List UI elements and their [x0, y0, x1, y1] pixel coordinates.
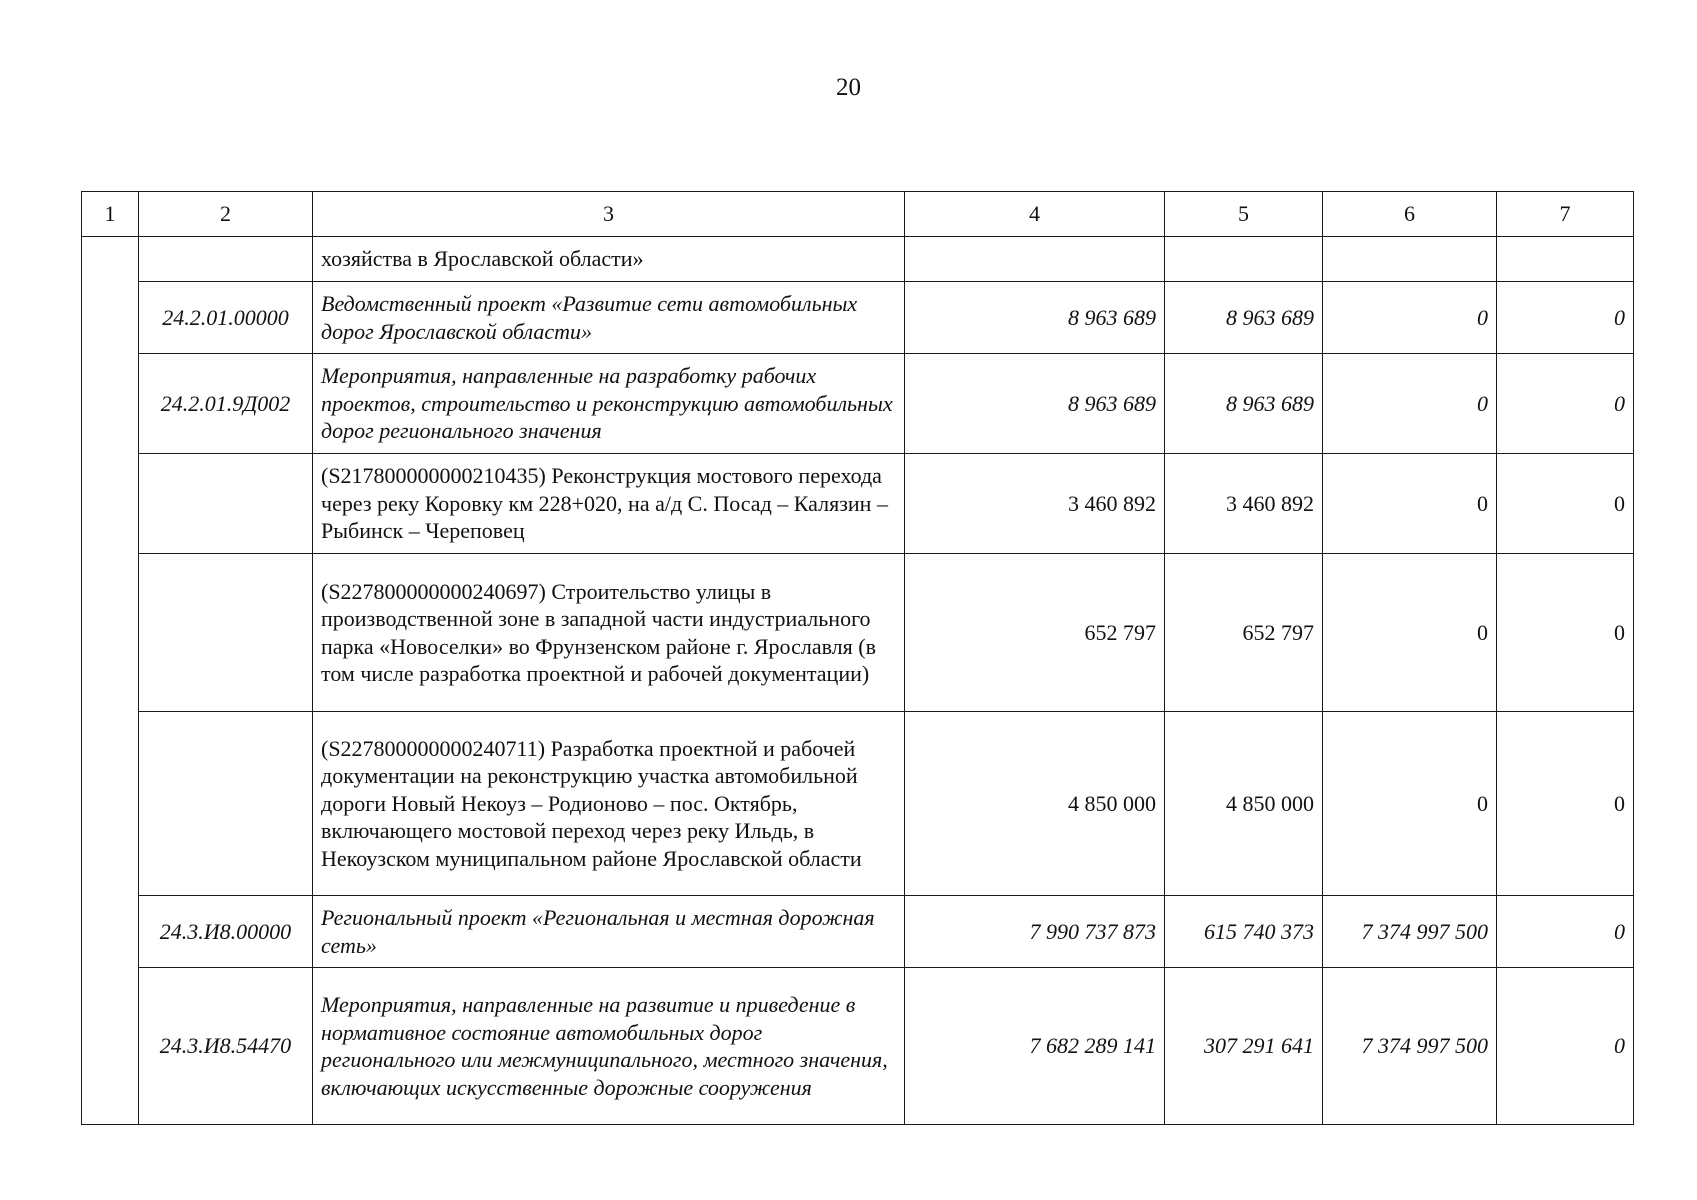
table-row [82, 968, 1634, 1125]
table-row [82, 554, 1634, 712]
row-value-col4: 8 963 689 [905, 282, 1165, 354]
row-value-col5: 8 963 689 [1165, 354, 1323, 454]
row-value-col6: 7 374 997 500 [1323, 896, 1497, 968]
row-name: Региональный проект «Региональная и местная дорожная сеть» [313, 896, 905, 968]
row-value-col7: 0 [1497, 968, 1634, 1125]
row-value-col6 [1323, 237, 1497, 282]
row-code: 24.2.01.00000 [139, 282, 313, 354]
table-row [82, 712, 1634, 896]
row-code: 24.3.И8.54470 [139, 968, 313, 1125]
column-number-row [82, 192, 1634, 237]
row-value-col4: 7 682 289 141 [905, 968, 1165, 1125]
table-row [82, 896, 1634, 968]
row-value-col7: 0 [1497, 454, 1634, 554]
row-value-col5: 307 291 641 [1165, 968, 1323, 1125]
column-number: 4 [905, 192, 1165, 237]
row-value-col6: 0 [1323, 712, 1497, 896]
row-name: (S227800000000240697) Строительство улицы в производственной зоне в западной части индустриального парка «Новоселки» во Фрунзенском районе г. Ярославля (в том числе разработка проектной и рабочей документации) [313, 554, 905, 712]
row-value-col5: 615 740 373 [1165, 896, 1323, 968]
table-row [82, 237, 1634, 282]
row-value-col7: 0 [1497, 354, 1634, 454]
column-number: 5 [1165, 192, 1323, 237]
row-code [139, 454, 313, 554]
table-row [82, 354, 1634, 454]
row-value-col6: 0 [1323, 554, 1497, 712]
table-row [82, 282, 1634, 354]
row-value-col6: 0 [1323, 354, 1497, 454]
row-name: (S227800000000240711) Разработка проектной и рабочей документации на реконструкцию участка автомобильной дороги Новый Некоуз – Родионово – пос. Октябрь, включающего мостовой переход через реку Ильдь, в Некоузском муниципальном районе Ярославской области [313, 712, 905, 896]
page-number: 20 [836, 74, 861, 101]
column-number: 2 [139, 192, 313, 237]
row-name: Мероприятия, направленные на разработку рабочих проектов, строительство и реконструкцию автомобильных дорог регионального значения [313, 354, 905, 454]
row-name: Ведомственный проект «Развитие сети автомобильных дорог Ярославской области» [313, 282, 905, 354]
row-value-col4 [905, 237, 1165, 282]
row-name: Мероприятия, направленные на развитие и приведение в нормативное состояние автомобильных дорог регионального или межмуниципального, местного значения, включающих искусственные дорожные сооружения [313, 968, 905, 1125]
row-value-col6: 0 [1323, 454, 1497, 554]
row-name: хозяйства в Ярославской области» [313, 237, 905, 282]
row-value-col7: 0 [1497, 712, 1634, 896]
row-value-col7: 0 [1497, 282, 1634, 354]
row-code [139, 712, 313, 896]
column-number: 1 [82, 192, 139, 237]
row-code [139, 554, 313, 712]
row-value-col5: 3 460 892 [1165, 454, 1323, 554]
row-value-col7 [1497, 237, 1634, 282]
row-value-col6: 0 [1323, 282, 1497, 354]
row-value-col7: 0 [1497, 896, 1634, 968]
row-code: 24.2.01.9Д002 [139, 354, 313, 454]
row-value-col6: 7 374 997 500 [1323, 968, 1497, 1125]
merged-column-1-cell [82, 237, 139, 1125]
row-value-col5: 8 963 689 [1165, 282, 1323, 354]
column-number: 7 [1497, 192, 1634, 237]
row-value-col4: 7 990 737 873 [905, 896, 1165, 968]
row-value-col7: 0 [1497, 554, 1634, 712]
row-value-col4: 8 963 689 [905, 354, 1165, 454]
row-value-col5: 652 797 [1165, 554, 1323, 712]
row-name: (S217800000000210435) Реконструкция мостового перехода через реку Коровку км 228+020, на а/д С. Посад – Калязин – Рыбинск – Череповец [313, 454, 905, 554]
column-number: 6 [1323, 192, 1497, 237]
row-value-col4: 3 460 892 [905, 454, 1165, 554]
table-row [82, 454, 1634, 554]
row-value-col4: 652 797 [905, 554, 1165, 712]
row-value-col5: 4 850 000 [1165, 712, 1323, 896]
row-code [139, 237, 313, 282]
row-value-col4: 4 850 000 [905, 712, 1165, 896]
budget-table [81, 191, 1634, 1125]
row-value-col5 [1165, 237, 1323, 282]
column-number: 3 [313, 192, 905, 237]
row-code: 24.3.И8.00000 [139, 896, 313, 968]
